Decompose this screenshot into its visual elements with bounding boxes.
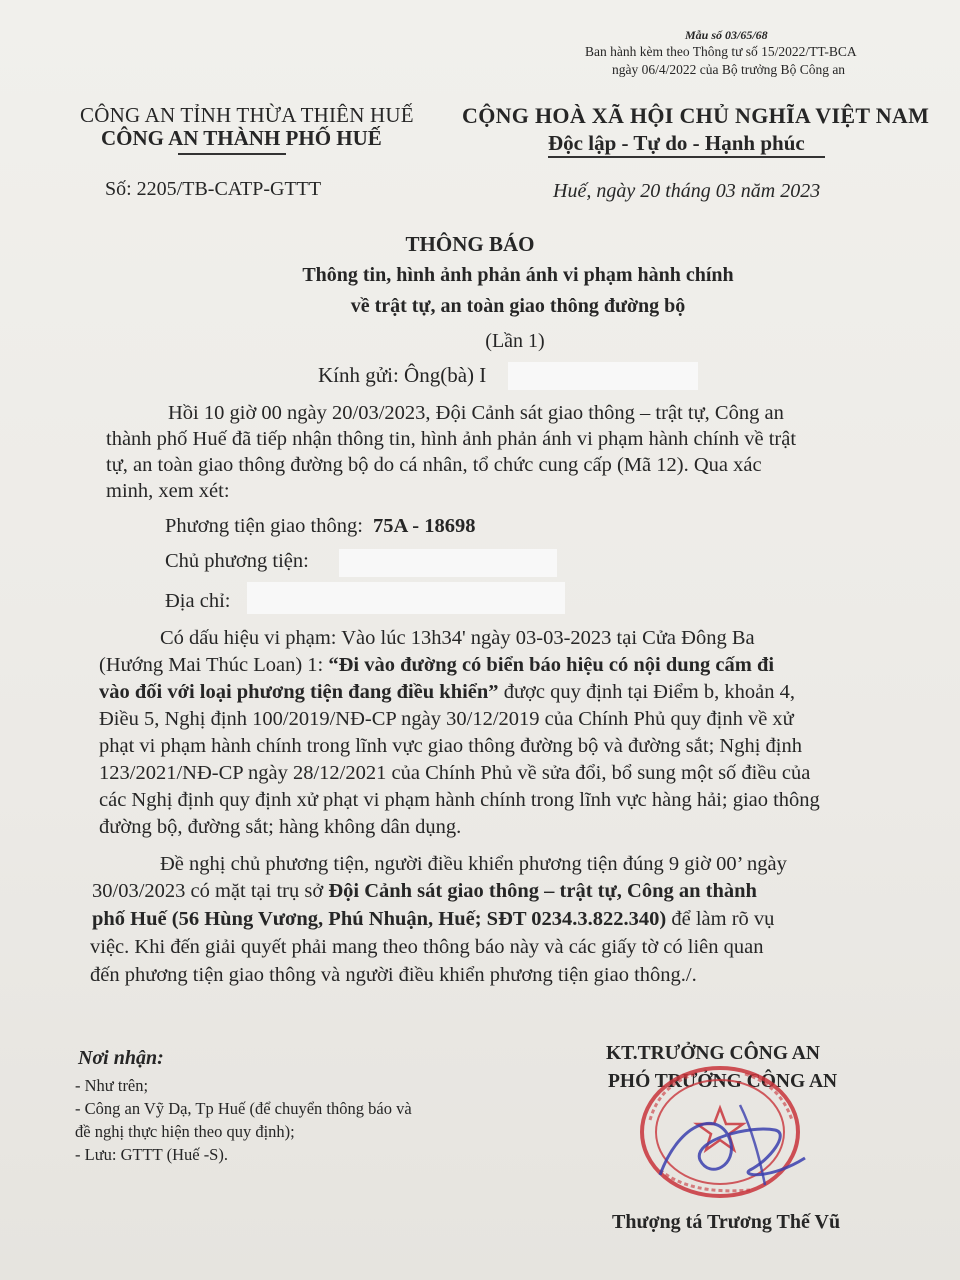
violation-line	[99, 681, 795, 704]
redaction-box	[247, 582, 565, 614]
paragraph-1-line: thành phố Huế đã tiếp nhận thông tin, hình ảnh phản ánh vi phạm hành chính về trật	[106, 428, 797, 450]
agency-parent: CÔNG AN TỈNH THỪA THIÊN HUẾ	[80, 103, 414, 127]
violation-line: 123/2021/NĐ-CP ngày 28/12/2021 của Chính Phủ về sửa đổi, bổ sung một số điều của	[99, 762, 811, 784]
agency-name: CÔNG AN THÀNH PHỐ HUẾ	[101, 126, 382, 150]
violation-text: (Hướng Mai Thúc Loan) 1:	[99, 654, 329, 676]
attempt-number: (Lần 1)	[485, 330, 545, 352]
recipients-item: - Như trên;	[75, 1076, 149, 1095]
violation-line: các Nghị định quy định xử phạt vi phạm hành chính trong lĩnh vực hàng hải; giao thông	[99, 789, 820, 811]
request-line	[92, 880, 757, 903]
request-location: phố Huế (56 Hùng Vương, Phú Nhuận, Huế; SĐT 0234.3.822.340)	[92, 908, 667, 930]
signature-title-2: PHÓ TRƯỞNG CÔNG AN	[608, 1071, 838, 1092]
violation-text: được quy định tại Điểm b, khoản 4,	[498, 681, 795, 703]
redaction-box	[508, 362, 698, 390]
paragraph-1-line: tự, an toàn giao thông đường bộ do cá nhân, tổ chức cung cấp (Mã 12). Qua xác	[106, 454, 762, 476]
address-label: Địa chỉ:	[165, 590, 231, 612]
request-line	[92, 908, 774, 931]
motto-underline	[548, 156, 825, 158]
request-text: 30/03/2023 có mặt tại trụ sở	[92, 880, 329, 902]
form-issued-line1: Ban hành kèm theo Thông tư số 15/2022/TT-BCA	[585, 44, 857, 59]
signer-name: Thượng tá Trương Thế Vũ	[612, 1211, 841, 1233]
recipients-item: đề nghị thực hiện theo quy định);	[75, 1122, 295, 1141]
recipient-line: Kính gửi: Ông(bà) I	[318, 363, 487, 387]
paragraph-1-line: minh, xem xét:	[106, 480, 230, 502]
vehicle-plate: 75A - 18698	[373, 515, 476, 537]
handwritten-signature	[600, 1080, 830, 1210]
form-issued-line2: ngày 06/4/2022 của Bộ trưởng Bộ Công an	[612, 62, 846, 77]
recipients-title: Nơi nhận:	[78, 1047, 164, 1069]
request-location: Đội Cảnh sát giao thông – trật tự, Công an thành	[328, 880, 757, 902]
national-title: CỘNG HOÀ XÃ HỘI CHỦ NGHĨA VIỆT NAM	[462, 103, 930, 128]
form-number: Mẫu số 03/65/68	[685, 28, 768, 42]
vehicle-label: Phương tiện giao thông:	[165, 515, 363, 537]
violation-line: phạt vi phạm hành chính trong lĩnh vực giao thông đường bộ và đường sắt; Nghị định	[99, 735, 802, 757]
paragraph-1-line: Hồi 10 giờ 00 ngày 20/03/2023, Đội Cảnh sát giao thông – trật tự, Công an	[168, 402, 784, 424]
document-title: THÔNG BÁO	[405, 232, 535, 256]
violation-quote: “Đi vào đường có biển báo hiệu có nội dung cấm đi	[328, 654, 775, 676]
request-line: Đề nghị chủ phương tiện, người điều khiển phương tiện đúng 9 giờ 00’ ngày	[160, 853, 787, 875]
signature-title-1: KT.TRƯỞNG CÔNG AN	[606, 1043, 820, 1064]
violation-line: Điều 5, Nghị định 100/2019/NĐ-CP ngày 30/12/2019 của Chính Phủ quy định về xử	[99, 708, 794, 730]
national-motto: Độc lập - Tự do - Hạnh phúc	[548, 131, 805, 155]
document-number: Số: 2205/TB-CATP-GTTT	[105, 178, 322, 200]
recipients-item: - Công an Vỹ Dạ, Tp Huế (để chuyển thông báo và	[75, 1099, 412, 1118]
request-text: để làm rõ vụ	[666, 908, 775, 930]
redaction-box	[339, 549, 557, 577]
recipients-item: - Lưu: GTTT (Huế -S).	[75, 1145, 228, 1164]
violation-line: đường bộ, đường sắt; hàng không dân dụng.	[99, 816, 462, 838]
violation-quote: vào đối với loại phương tiện đang điều khiển”	[99, 681, 499, 703]
document-subtitle-2: về trật tự, an toàn giao thông đường bộ	[350, 295, 686, 317]
violation-line: Có dấu hiệu vi phạm: Vào lúc 13h34' ngày 03-03-2023 tại Cửa Đông Ba	[160, 627, 755, 649]
document-date: Huế, ngày 20 tháng 03 năm 2023	[553, 180, 821, 202]
request-line: đến phương tiện giao thông và người điều khiển phương tiện giao thông./.	[90, 964, 697, 986]
agency-underline	[178, 153, 286, 155]
document-subtitle-1: Thông tin, hình ảnh phản ánh vi phạm hành chính	[302, 264, 734, 286]
owner-label: Chủ phương tiện:	[165, 550, 309, 572]
request-line: việc. Khi đến giải quyết phải mang theo thông báo này và các giấy tờ có liên quan	[90, 936, 764, 958]
violation-line	[99, 654, 774, 677]
